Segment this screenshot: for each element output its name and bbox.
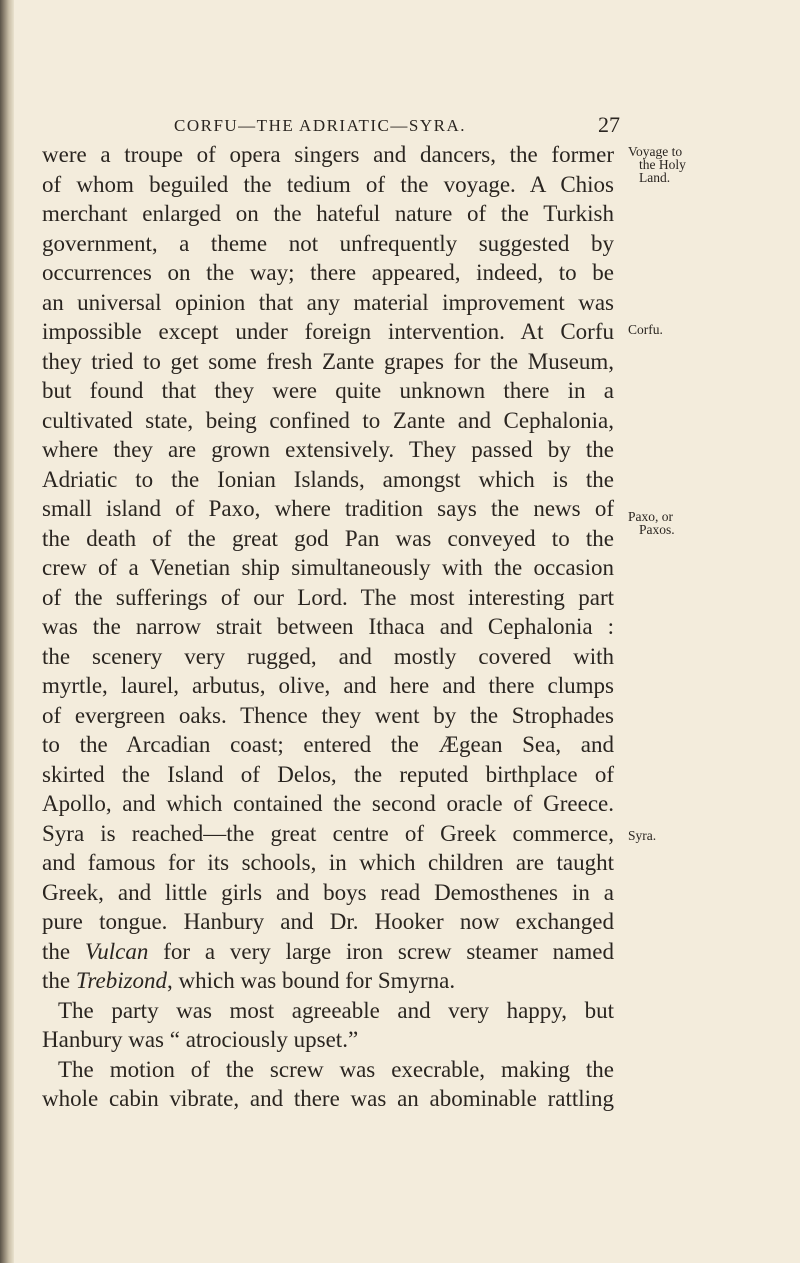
- text-line: they tried to get some fresh Zante grapes for the Museum,: [42, 348, 614, 374]
- margin-note-line: Paxo, or: [628, 509, 673, 524]
- text-line: of evergreen oaks. Thence they went by the Strophades: [42, 702, 614, 728]
- text-line: the death of the great god Pan was conveyed to the: [42, 525, 614, 551]
- text-fragment: , which was bound for Smyrna.: [167, 968, 456, 993]
- ship-name-trebizond: Trebizond: [75, 968, 168, 993]
- text-line: Apollo, and which contained the second oracle of Greece.: [42, 791, 614, 816]
- ship-name-vulcan: Vulcan: [84, 938, 149, 964]
- page-number: 27: [598, 112, 620, 137]
- margin-note-line: Land.: [639, 170, 671, 185]
- margin-note-paxo: [628, 510, 728, 536]
- text-line: merchant enlarged on the hateful nature of the Turkish: [42, 201, 614, 226]
- text-line: of whom beguiled the tedium of the voyage. A Chios: [42, 171, 614, 197]
- text-line: Hanbury was “ atrociously upset.”: [42, 1027, 359, 1052]
- text-line: The party was most agreeable and very happy, but: [58, 997, 614, 1023]
- text-line: the scenery very rugged, and mostly covered with: [42, 643, 614, 669]
- text-line: where they are grown extensively. They passed by the: [42, 437, 614, 462]
- text-line: whole cabin vibrate, and there was an abominable rattling: [42, 1086, 614, 1111]
- text-line: cultivated state, being confined to Zante and Cephalonia,: [42, 407, 614, 433]
- margin-note-corfu: [628, 323, 728, 336]
- margin-note-line: Voyage to: [628, 144, 683, 159]
- text-line: The motion of the screw was execrable, making the: [58, 1056, 614, 1082]
- margin-note-line: the Holy: [639, 157, 686, 172]
- text-line: skirted the Island of Delos, the reputed birthplace of: [42, 761, 614, 787]
- text-line: but found that they were quite unknown there in a: [42, 378, 614, 403]
- text-line: occurrences on the way; there appeared, indeed, to be: [42, 260, 614, 285]
- margin-note-line: Syra.: [628, 828, 657, 843]
- running-title: CORFU—THE ADRIATIC—SYRA.: [174, 116, 466, 135]
- text-line: was the narrow strait between Ithaca and Cephalonia :: [42, 614, 614, 639]
- text-line: were a troupe of opera singers and dancers, the former: [42, 142, 614, 167]
- text-line: small island of Paxo, where tradition says the news of: [42, 496, 614, 521]
- text-line: Greek, and little girls and boys read Demosthenes in a: [42, 879, 614, 905]
- margin-note-syra: [628, 829, 728, 842]
- text-fragment: the: [42, 938, 85, 964]
- text-line: government, a theme not unfrequently suggested by: [42, 230, 614, 256]
- margin-note-line: Corfu.: [628, 322, 663, 337]
- text-line: an universal opinion that any material improvement was: [42, 289, 614, 315]
- text-line: myrtle, laurel, arbutus, olive, and here and there clumps: [42, 673, 614, 698]
- text-line: [42, 937, 614, 967]
- page-binding-edge: [0, 0, 14, 1263]
- text-line: pure tongue. Hanbury and Dr. Hooker now exchanged: [42, 909, 614, 934]
- text-line: to the Arcadian coast; entered the Ægean Sea, and: [42, 732, 614, 757]
- text-line: of the sufferings of our Lord. The most interesting part: [42, 584, 614, 610]
- text-line: and famous for its schools, in which children are taught: [42, 850, 614, 875]
- text-line: [42, 966, 614, 996]
- margin-note-voyage: [628, 145, 728, 184]
- body-text: [42, 140, 614, 1114]
- text-line: Syra is reached—the great centre of Greek commerce,: [42, 820, 614, 846]
- text-line: impossible except under foreign intervention. At Corfu: [42, 319, 614, 344]
- margin-note-line: Paxos.: [639, 522, 675, 537]
- text-line: crew of a Venetian ship simultaneously with the occasion: [42, 555, 614, 580]
- text-fragment: the: [42, 968, 76, 993]
- text-fragment: for a very large iron screw steamer named: [148, 938, 614, 964]
- text-line: Adriatic to the Ionian Islands, amongst which is the: [42, 466, 614, 492]
